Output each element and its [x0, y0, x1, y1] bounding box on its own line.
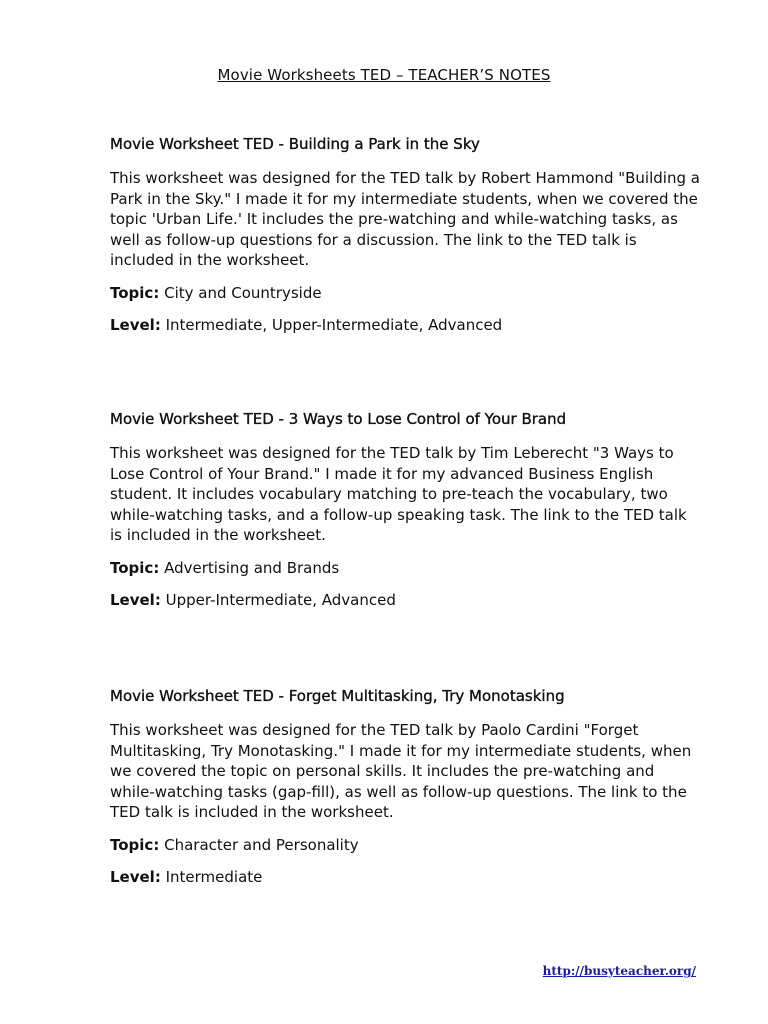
section-description: This worksheet was designed for the TED talk by Tim Leberecht "3 Ways to Lose Control of Your Brand." I made it for my advanced Business English student. It includes vocabulary matching to pre-teach the vocabulary, two while-watching tasks, and a follow-up speaking task. The link to the TED talk is included in the worksheet. — [110, 444, 687, 544]
section-forget-multitasking — [110, 686, 710, 887]
section-heading: Movie Worksheet TED - 3 Ways to Lose Control of Your Brand — [110, 410, 567, 428]
level-line — [110, 590, 710, 610]
topic-value: Advertising and Brands — [164, 558, 340, 577]
topic-value: City and Countryside — [164, 283, 322, 302]
level-line — [110, 867, 710, 887]
section-building-a-park — [110, 134, 710, 335]
busyteacher-link[interactable]: http://busyteacher.org/ — [542, 964, 696, 978]
topic-line — [110, 558, 710, 578]
level-value: Intermediate, Upper-Intermediate, Advanced — [165, 315, 503, 334]
level-label: Level: — [110, 867, 161, 886]
topic-line — [110, 835, 710, 855]
section-description: This worksheet was designed for the TED talk by Paolo Cardini "Forget Multitasking, Try Monotasking." I made it for my intermediate students, when we covered the topic on personal skills. It includes the pre-watching and while-watching tasks (gap-fill), as well as follow-up questions. The link to the TED talk is included in the worksheet. — [110, 721, 692, 821]
topic-label: Topic: — [110, 283, 160, 302]
topic-label: Topic: — [110, 835, 160, 854]
topic-line — [110, 283, 710, 303]
level-line — [110, 315, 710, 335]
document-title: Movie Worksheets TED – TEACHER’S NOTES — [217, 66, 551, 84]
level-label: Level: — [110, 315, 161, 334]
topic-value: Character and Personality — [164, 835, 359, 854]
section-lose-control-of-brand — [110, 409, 710, 610]
section-description: This worksheet was designed for the TED talk by Robert Hammond "Building a Park in the Sky." I made it for my intermediate students, when we covered the topic 'Urban Life.' It includes the pre-watching and while-watching tasks, as well as follow-up questions for a discussion. The link to the TED talk is included in the worksheet. — [110, 169, 700, 269]
level-value: Intermediate — [165, 867, 263, 886]
section-heading: Movie Worksheet TED - Building a Park in the Sky — [110, 135, 480, 153]
level-value: Upper-Intermediate, Advanced — [165, 590, 396, 609]
section-heading: Movie Worksheet TED - Forget Multitasking, Try Monotasking — [110, 687, 565, 705]
level-label: Level: — [110, 590, 161, 609]
topic-label: Topic: — [110, 558, 160, 577]
